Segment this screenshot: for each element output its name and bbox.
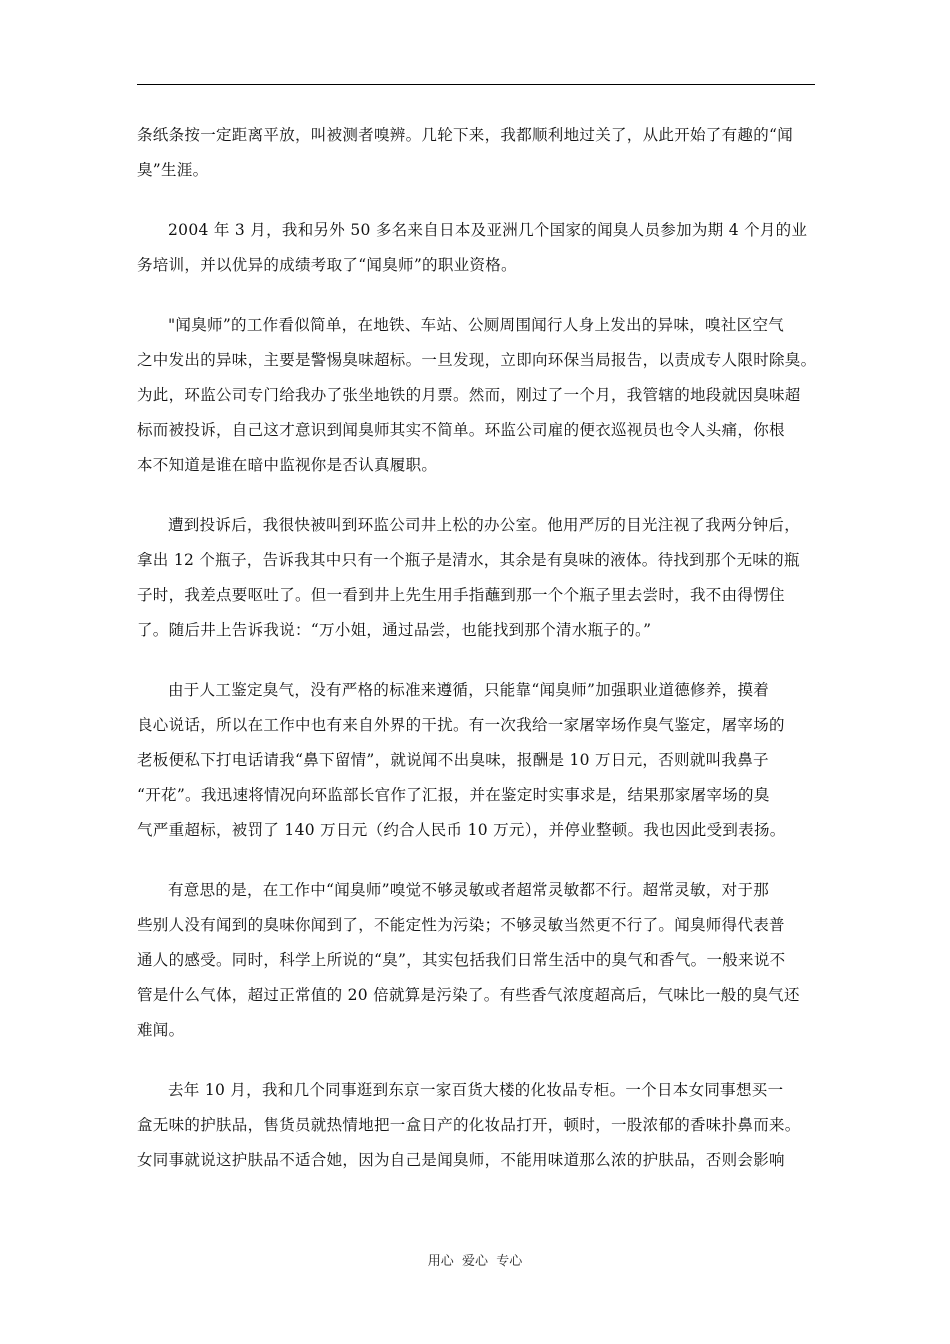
paragraph-3 xyxy=(137,308,815,483)
paragraph-2 xyxy=(137,213,815,283)
paragraph-7 xyxy=(137,1073,815,1178)
text-line: 拿出 12 个瓶子，告诉我其中只有一个瓶子是清水，其余是有臭味的液体。待找到那个无味的瓶 xyxy=(137,551,800,569)
text-line: 通人的感受。同时，科学上所说的“臭”，其实包括我们日常生活中的臭气和香气。一般来说不 xyxy=(137,951,786,969)
text-line: 管是什么气体，超过正常值的 20 倍就算是污染了。有些香气浓度超高后，气味比一般的臭气还 xyxy=(137,986,800,1004)
text-line: 盒无味的护肤品，售货员就热情地把一盒日产的化妆品打开，顿时，一股浓郁的香味扑鼻而来。 xyxy=(137,1116,801,1134)
text-line: 标而被投诉，自己这才意识到闻臭师其实不简单。环监公司雇的便衣巡视员也令人头痛，你根 xyxy=(137,421,785,439)
text-line: 由于人工鉴定臭气，没有严格的标准来遵循，只能靠“闻臭师”加强职业道德修养，摸着 xyxy=(168,681,770,699)
text-line: 老板便私下打电话请我“鼻下留情”，就说闻不出臭味，报酬是 10 万日元，否则就叫我鼻子 xyxy=(137,751,769,769)
text-line: 子时，我差点要呕吐了。但一看到井上先生用手指蘸到那一个个瓶子里去尝时，我不由得愣住 xyxy=(137,586,785,604)
text-line: 女同事就说这护肤品不适合她，因为自己是闻臭师，不能用味道那么浓的护肤品，否则会影响 xyxy=(137,1151,785,1169)
paragraph-5 xyxy=(137,673,815,848)
document-body xyxy=(137,118,815,1203)
text-line: 良心说话，所以在工作中也有来自外界的干扰。有一次我给一家屠宰场作臭气鉴定，屠宰场的 xyxy=(137,716,785,734)
text-line: 有意思的是，在工作中“闻臭师”嗅觉不够灵敏或者超常灵敏都不行。超常灵敏，对于那 xyxy=(168,881,770,899)
text-line: 去年 10 月，我和几个同事逛到东京一家百货大楼的化妆品专柜。一个日本女同事想买一 xyxy=(168,1081,784,1099)
text-line: 为此，环监公司专门给我办了张坐地铁的月票。然而，刚过了一个月，我管辖的地段就因臭味超 xyxy=(137,386,801,404)
text-line: 2004 年 3 月，我和另外 50 多名来自日本及亚洲几个国家的闻臭人员参加为期 4 个月的业 xyxy=(168,221,808,239)
text-line: 之中发出的异味，主要是警惕臭味超标。一旦发现，立即向环保当局报告，以责成专人限时除臭。 xyxy=(137,351,817,369)
text-line: 本不知道是谁在暗中监视你是否认真履职。 xyxy=(137,456,438,474)
text-line: 遭到投诉后，我很快被叫到环监公司井上松的办公室。他用严厉的目光注视了我两分钟后， xyxy=(168,516,801,534)
text-line: 条纸条按一定距离平放，叫被测者嗅辨。几轮下来，我都顺利地过关了，从此开始了有趣的“闻 xyxy=(137,126,794,144)
text-line: 气严重超标，被罚了 140 万日元（约合人民币 10 万元），并停业整顿。我也因此受到表扬。 xyxy=(137,821,786,839)
page-footer: 用心 爱心 专心 xyxy=(427,1254,523,1269)
header-rule xyxy=(137,84,815,85)
text-line: “开花”。我迅速将情况向环监部长官作了汇报，并在鉴定时实事求是，结果那家屠宰场的臭 xyxy=(137,786,770,804)
paragraph-4 xyxy=(137,508,815,648)
paragraph-1 xyxy=(137,118,815,188)
text-line: 了。随后井上告诉我说：“万小姐，通过品尝，也能找到那个清水瓶子的。” xyxy=(137,621,652,639)
paragraph-6 xyxy=(137,873,815,1048)
text-line: 难闻。 xyxy=(137,1021,185,1039)
text-line: 些别人没有闻到的臭味你闻到了，不能定性为污染；不够灵敏当然更不行了。闻臭师得代表普 xyxy=(137,916,785,934)
text-line: "闻臭师”的工作看似简单，在地铁、车站、公厕周围闻行人身上发出的异味，嗅社区空气 xyxy=(168,316,785,334)
text-line: 务培训，并以优异的成绩考取了“闻臭师”的职业资格。 xyxy=(137,256,517,274)
text-line: 臭”生涯。 xyxy=(137,161,209,179)
